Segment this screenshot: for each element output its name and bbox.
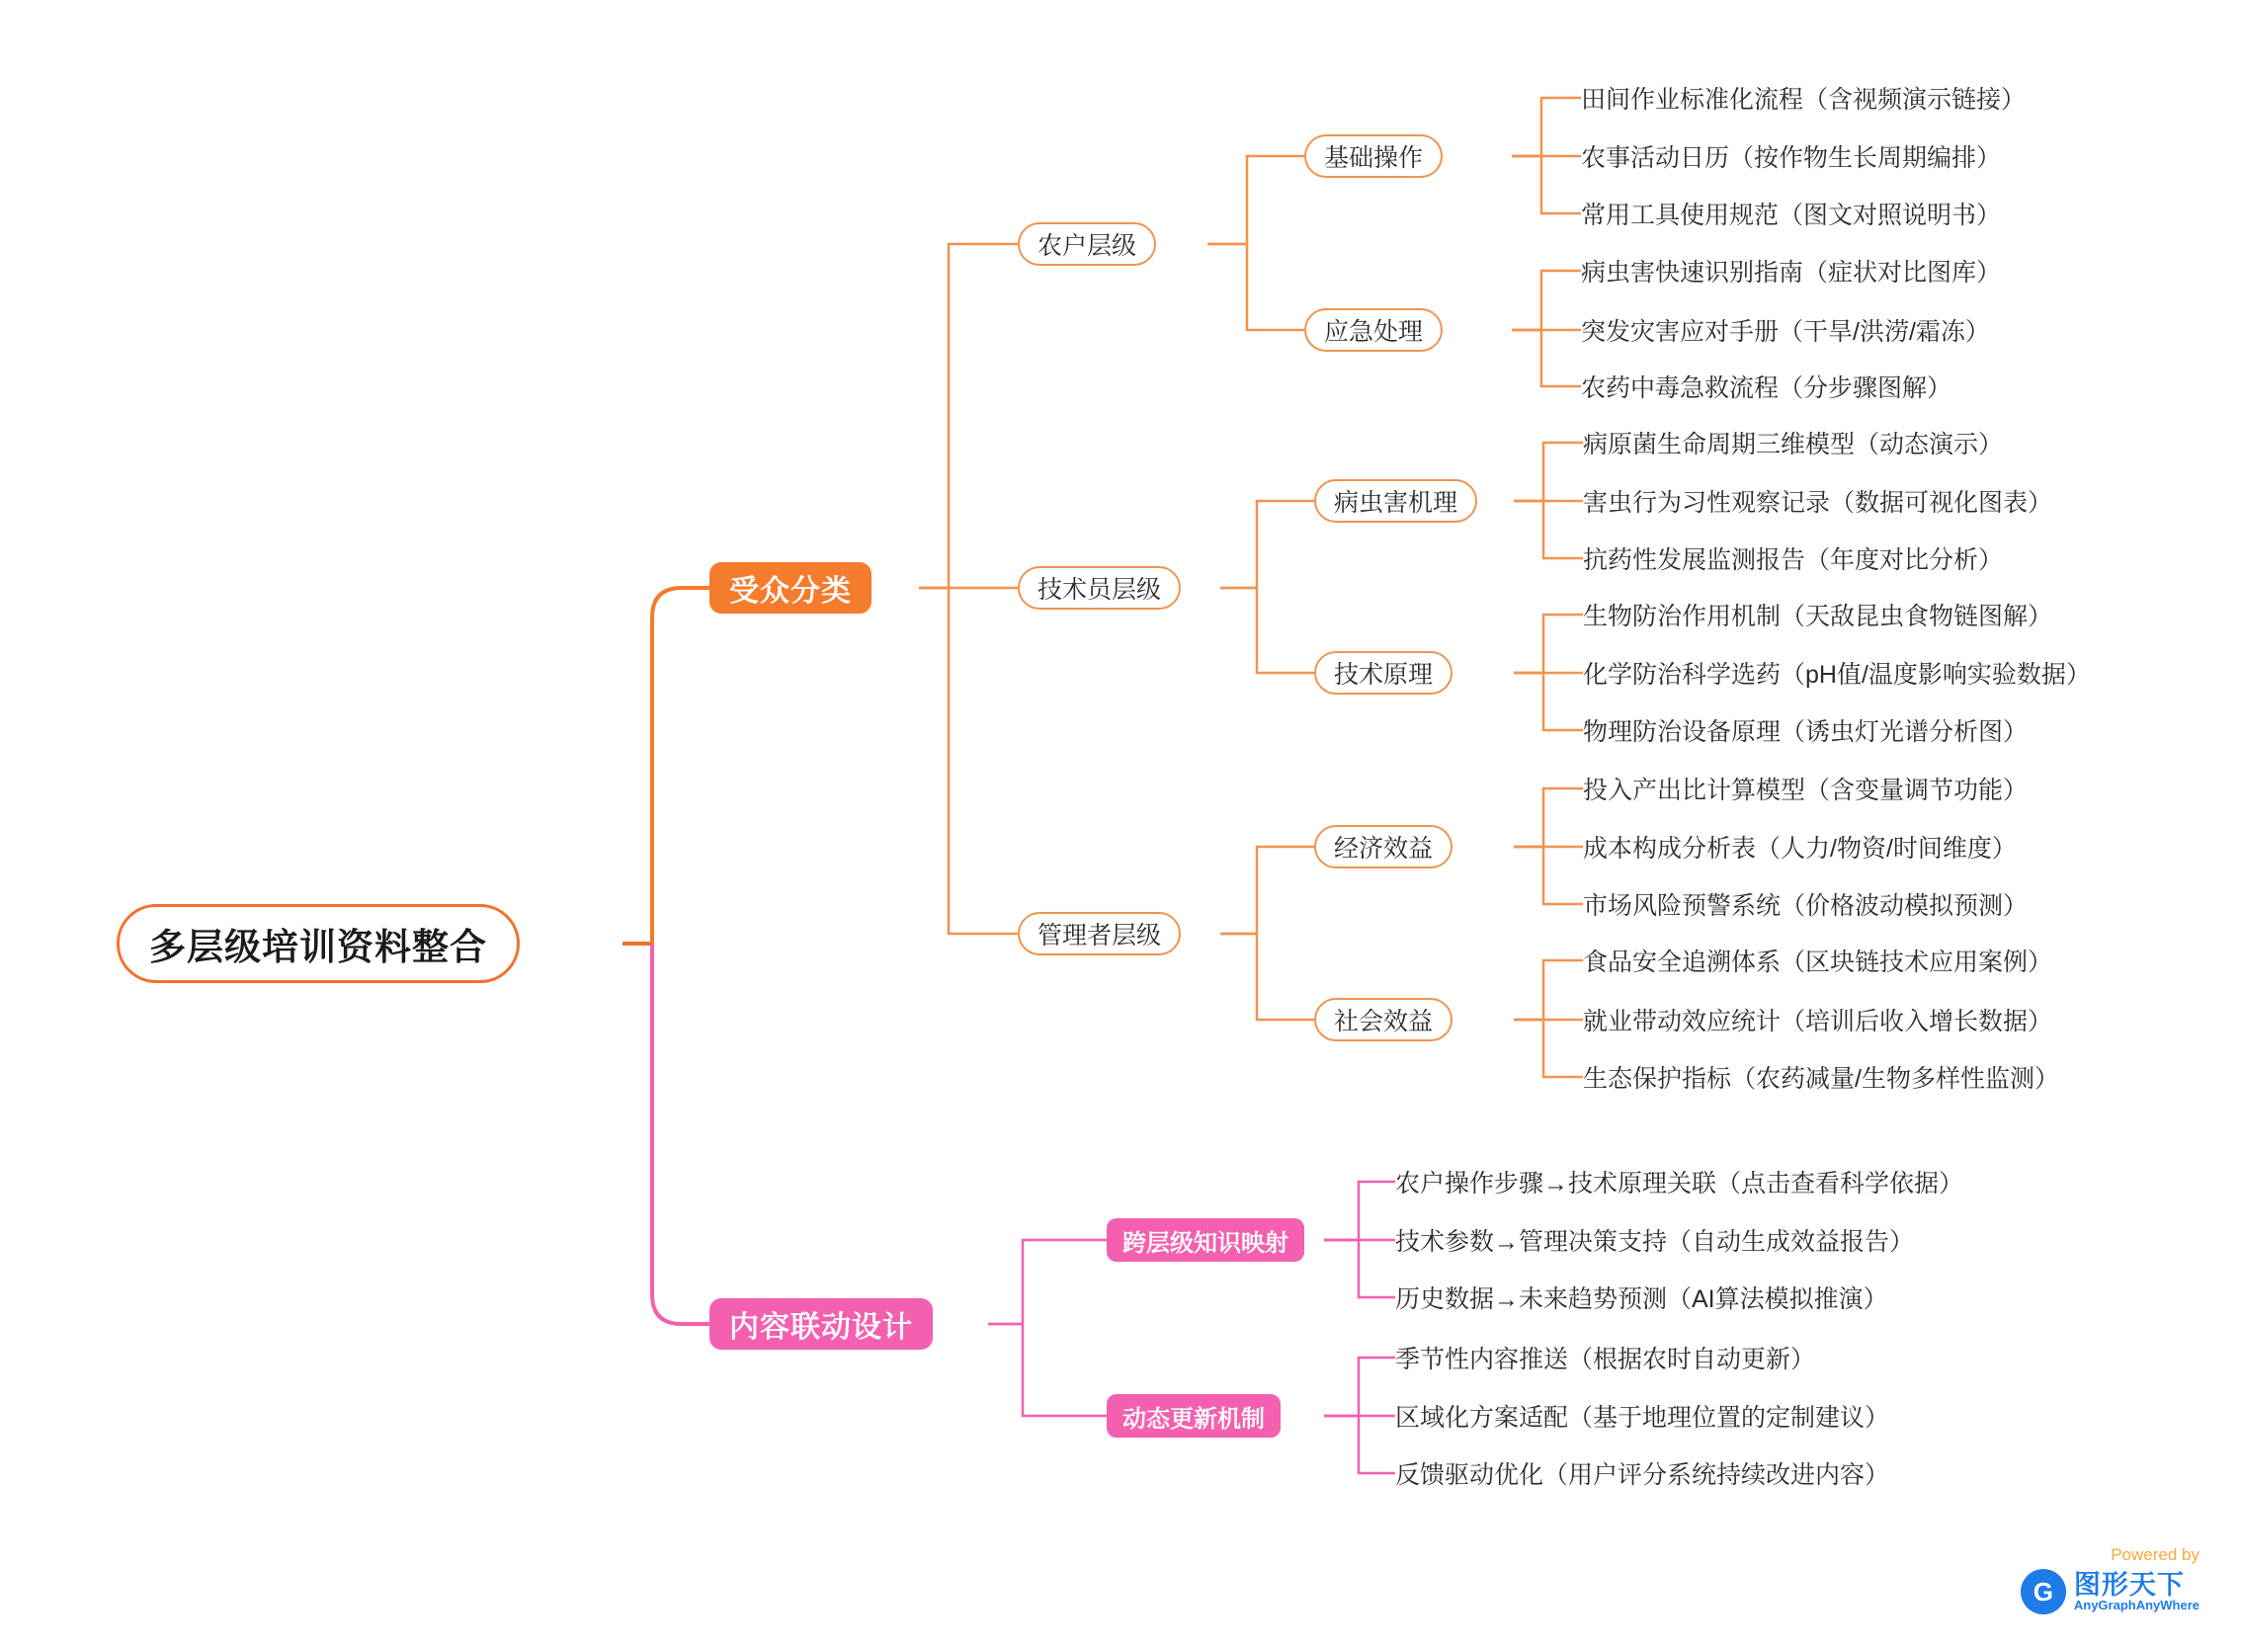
node-economic-benefit-label: 经济效益 [1334, 835, 1434, 863]
leaf-label: 就业带动效应统计（培训后收入增长数据） [1583, 1008, 2053, 1035]
leaf-label: 突发灾害应对手册（干旱/洪涝/霜冻） [1581, 318, 1990, 346]
node-social-benefit[interactable] [1314, 998, 1452, 1041]
logo-icon: G [2021, 1569, 2066, 1614]
leaf-label: 季节性内容推送（根据农时自动更新） [1395, 1346, 1816, 1373]
leaf-item[interactable] [1583, 1059, 2059, 1095]
branding-watermark [2021, 1545, 2200, 1614]
node-pest-mechanism[interactable] [1314, 479, 1477, 523]
leaf-label: 投入产出比计算模型（含变量调节功能） [1583, 777, 2029, 804]
leaf-item[interactable] [1395, 1340, 1815, 1375]
leaf-item[interactable] [1395, 1398, 1889, 1434]
leaf-item[interactable] [1581, 196, 2001, 231]
leaf-item[interactable] [1583, 943, 2052, 978]
leaf-label: 物理防治设备原理（诱虫灯光谱分析图） [1583, 718, 2029, 746]
leaf-label: 食品安全追溯体系（区块链技术应用案例） [1583, 949, 2053, 976]
leaf-label: 农事活动日历（按作物生长周期编排） [1581, 144, 2002, 172]
leaf-item[interactable] [1395, 1280, 1888, 1315]
leaf-item[interactable] [1583, 483, 2052, 519]
node-dynamic-update-label: 动态更新机制 [1122, 1405, 1265, 1433]
leaf-label: 区域化方案适配（基于地理位置的定制建议） [1395, 1404, 1890, 1432]
leaf-item[interactable] [1581, 253, 2001, 289]
leaf-item[interactable] [1395, 1455, 1889, 1491]
logo-text [2074, 1571, 2200, 1612]
node-dynamic-update[interactable] [1107, 1394, 1281, 1438]
leaf-item[interactable] [1583, 540, 2003, 576]
leaf-label: 田间作业标准化流程（含视频演示链接） [1581, 86, 2027, 114]
leaf-label: 农药中毒急救流程（分步骤图解） [1581, 374, 1952, 402]
leaf-label: 技术参数→管理决策支持（自动生成效益报告） [1395, 1228, 1915, 1256]
node-emergency-handling[interactable] [1304, 308, 1443, 352]
leaf-item[interactable] [1583, 597, 2052, 632]
node-basic-operation[interactable] [1304, 134, 1443, 178]
leaf-label: 生物防治作用机制（天敌昆虫食物链图解） [1583, 603, 2053, 630]
powered-by-label: Powered by [2111, 1545, 2200, 1564]
leaf-label: 害虫行为习性观察记录（数据可视化图表） [1583, 489, 2053, 517]
leaf-item[interactable] [1583, 1002, 2052, 1037]
logo-name-en: AnyGraphAnyWhere [2073, 1598, 2200, 1613]
leaf-label: 反馈驱动优化（用户评分系统持续改进内容） [1395, 1461, 1890, 1489]
node-economic-benefit[interactable] [1314, 825, 1452, 868]
leaf-item[interactable] [1583, 829, 2017, 865]
leaf-label: 抗药性发展监测报告（年度对比分析） [1583, 546, 2004, 574]
logo-name-cn: 图形天下 [2073, 1570, 2185, 1600]
leaf-label: 历史数据→未来趋势预测（AI算法模拟推演） [1395, 1285, 1888, 1313]
node-farmer-level[interactable] [1018, 222, 1156, 266]
leaf-label: 常用工具使用规范（图文对照说明书） [1581, 202, 2002, 229]
leaf-item[interactable] [1583, 712, 2028, 748]
node-manager-level[interactable] [1018, 912, 1181, 955]
node-farmer-level-label: 农户层级 [1038, 232, 1137, 260]
leaf-item[interactable] [1395, 1164, 1963, 1199]
logo-row [2021, 1569, 2200, 1614]
leaf-item[interactable] [1581, 312, 1990, 348]
branch-node-content-linkage[interactable] [709, 1298, 933, 1350]
leaf-label: 生态保护指标（农药减量/生物多样性监测） [1583, 1065, 2059, 1093]
node-tech-principle-label: 技术原理 [1334, 661, 1434, 689]
branch-node-audience-label: 受众分类 [729, 575, 852, 608]
node-basic-operation-label: 基础操作 [1324, 144, 1424, 172]
leaf-item[interactable] [1583, 771, 2028, 806]
leaf-item[interactable] [1581, 369, 1951, 404]
root-node[interactable] [117, 904, 520, 983]
leaf-item[interactable] [1395, 1222, 1914, 1258]
node-cross-level-mapping-label: 跨层级知识映射 [1122, 1229, 1288, 1257]
leaf-label: 病虫害快速识别指南（症状对比图库） [1581, 259, 2002, 287]
node-technician-level[interactable] [1018, 566, 1181, 610]
leaf-label: 市场风险预警系统（价格波动模拟预测） [1583, 892, 2029, 920]
leaf-item[interactable] [1583, 655, 2091, 691]
leaf-item[interactable] [1581, 138, 2001, 174]
branch-node-audience[interactable] [709, 562, 872, 614]
node-technician-level-label: 技术员层级 [1038, 576, 1162, 604]
leaf-item[interactable] [1583, 886, 2028, 922]
leaf-label: 化学防治科学选药（pH值/温度影响实验数据） [1583, 661, 2091, 689]
node-manager-level-label: 管理者层级 [1038, 922, 1162, 950]
node-cross-level-mapping[interactable] [1107, 1218, 1304, 1262]
root-node-label: 多层级培训资料整合 [149, 927, 487, 967]
branch-node-content-linkage-label: 内容联动设计 [729, 1311, 913, 1344]
node-social-benefit-label: 社会效益 [1334, 1008, 1434, 1035]
leaf-item[interactable] [1581, 80, 2026, 116]
leaf-label: 农户操作步骤→技术原理关联（点击查看科学依据） [1395, 1170, 1964, 1198]
leaf-label: 病原菌生命周期三维模型（动态演示） [1583, 431, 2004, 458]
leaf-label: 成本构成分析表（人力/物资/时间维度） [1583, 835, 2017, 863]
leaf-item[interactable] [1583, 425, 2003, 460]
node-pest-mechanism-label: 病虫害机理 [1334, 489, 1458, 517]
node-tech-principle[interactable] [1314, 651, 1452, 695]
node-emergency-handling-label: 应急处理 [1324, 318, 1424, 346]
